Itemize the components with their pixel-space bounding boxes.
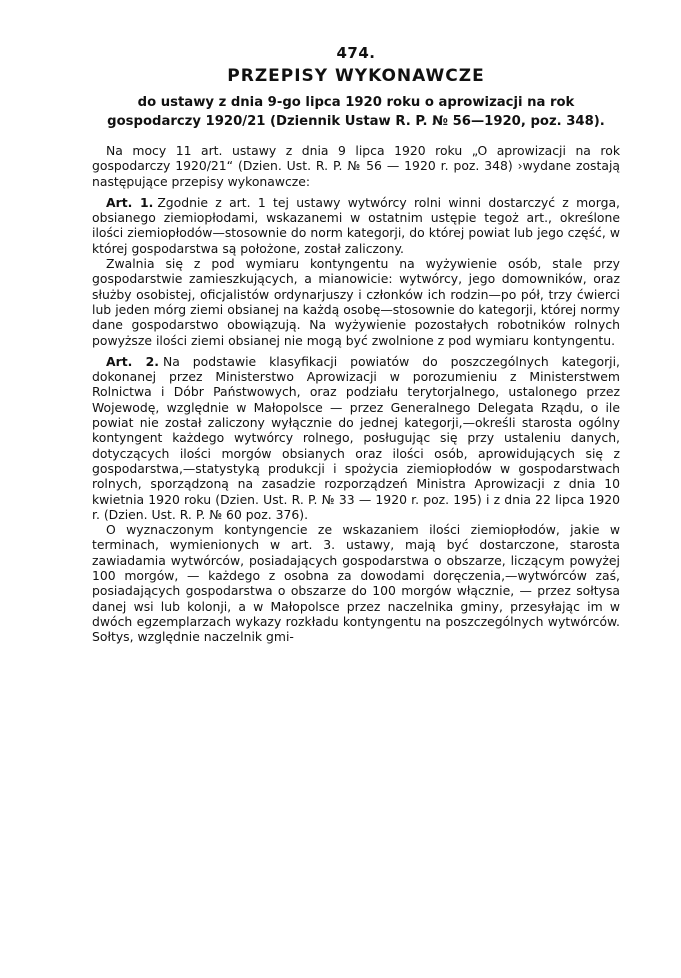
- intro-paragraph: Na mocy 11 art. ustawy z dnia 9 lipca 1920 roku „O aprowizacji na rok gospodarczy 1920/21“ (Dzien. Ust. R. P. № 56 — 1920 r. poz. 348) ›wydane zostają następujące przepisy wykonawcze:: [92, 143, 620, 189]
- article-1-text: Zgodnie z art. 1 tej ustawy wytwórcy rolni winni dostarczyć z morga, obsianego ziemiopłodami, wskazanemi w ostatnim ustępie tegoż art., określone ilości ziemiopłodów—stosownie do norm kategorji, do której powiat lub jego część, w której gospodarstwa są położone, został zaliczony.: [92, 194, 620, 256]
- article-2-paragraph-2: O wyznaczonym kontyngencie ze wskazaniem ilości ziemiopłodów, jakie w terminach, wymienionych w art. 3. ustawy, mają być dostarczone, starosta zawiadamia wytwórców, posiadających gospodarstwa o obszarze, liczącym powyżej 100 morgów, — każdego z osobna za dowodami doręczenia,—wytwórców zaś, posiadających gospodarstwa o obszarze do 100 morgów włącznie, — przez sołtysa danej wsi lub kolonji, a w Małopolsce przez naczelnika gminy, przesyłając im w dwóch egzemplarzach wykazy rozkładu kontyngentu na poszczególnych wytwórców. Sołtys, względnie naczelnik gmi-: [92, 522, 620, 645]
- article-2-text: Na podstawie klasyfikacji powiatów do poszczególnych kategorji, dokonanej przez Ministerstwo Aprowizacji w porozumieniu z Ministerstwem Rolnictwa i Dóbr Państwowych, oraz podziału terytorjalnego, ustalonego przez Wojewodę, względnie w Małopolsce — przez Generalnego Delegata Rządu, o ile powiat nie został zaliczony wyłącznie do jednej kategorji,—określi starosta ogólny kontyngent każdego wytwórcy rolnego, posługując się przy ustaleniu danych, dotyczących ilości morgów obsianych oraz ilości osób, aprowidujących się z gospodarstwa,—statystyką produkcji i spożycia ziemiopłodów w gospodarstwach rolnych, sporządzoną na zasadzie rozporządzeń Ministra Aprowizacji z dnia 10 kwietnia 1920 roku (Dzien. Ust. R. P. № 33 — 1920 r. poz. 195) i z dnia 22 lipca 1920 r. (Dzien. Ust. R. P. № 60 poz. 376).: [92, 353, 620, 522]
- document-title: PRZEPISY WYKONAWCZE: [227, 66, 485, 86]
- article-2-label: Art. 2.: [106, 353, 159, 369]
- article-2-paragraph: [92, 354, 620, 522]
- document-page: [92, 44, 620, 645]
- article-1-paragraph: [92, 195, 620, 256]
- page-number: 474.: [336, 44, 376, 62]
- article-1-label: Art. 1.: [106, 194, 154, 210]
- article-1-paragraph-2: Zwalnia się z pod wymiaru kontyngentu na wyżywienie osób, stale przy gospodarstwie zamieszkujących, a mianowicie: wytwórcy, jego domowników, oraz służby osobistej, oficjalistów ordynarjuszy i członków ich rodzin—po pół, trzy ćwierci lub jeden mórg ziemi obsianej na każdą osobę—stosownie do kategorji, której normy dane gospodarstwo obowiązują. Na wyżywienie pozostałych robotników rolnych powyższe ilości ziemi obsianej nie mogą być zwolnione z pod wymiaru kontyngentu.: [92, 256, 620, 348]
- document-subtitle: do ustawy z dnia 9-go lipca 1920 roku o aprowizacji na rok gospodarczy 1920/21 (Dziennik Ustaw R. P. № 56—1920, poz. 348).: [107, 95, 605, 129]
